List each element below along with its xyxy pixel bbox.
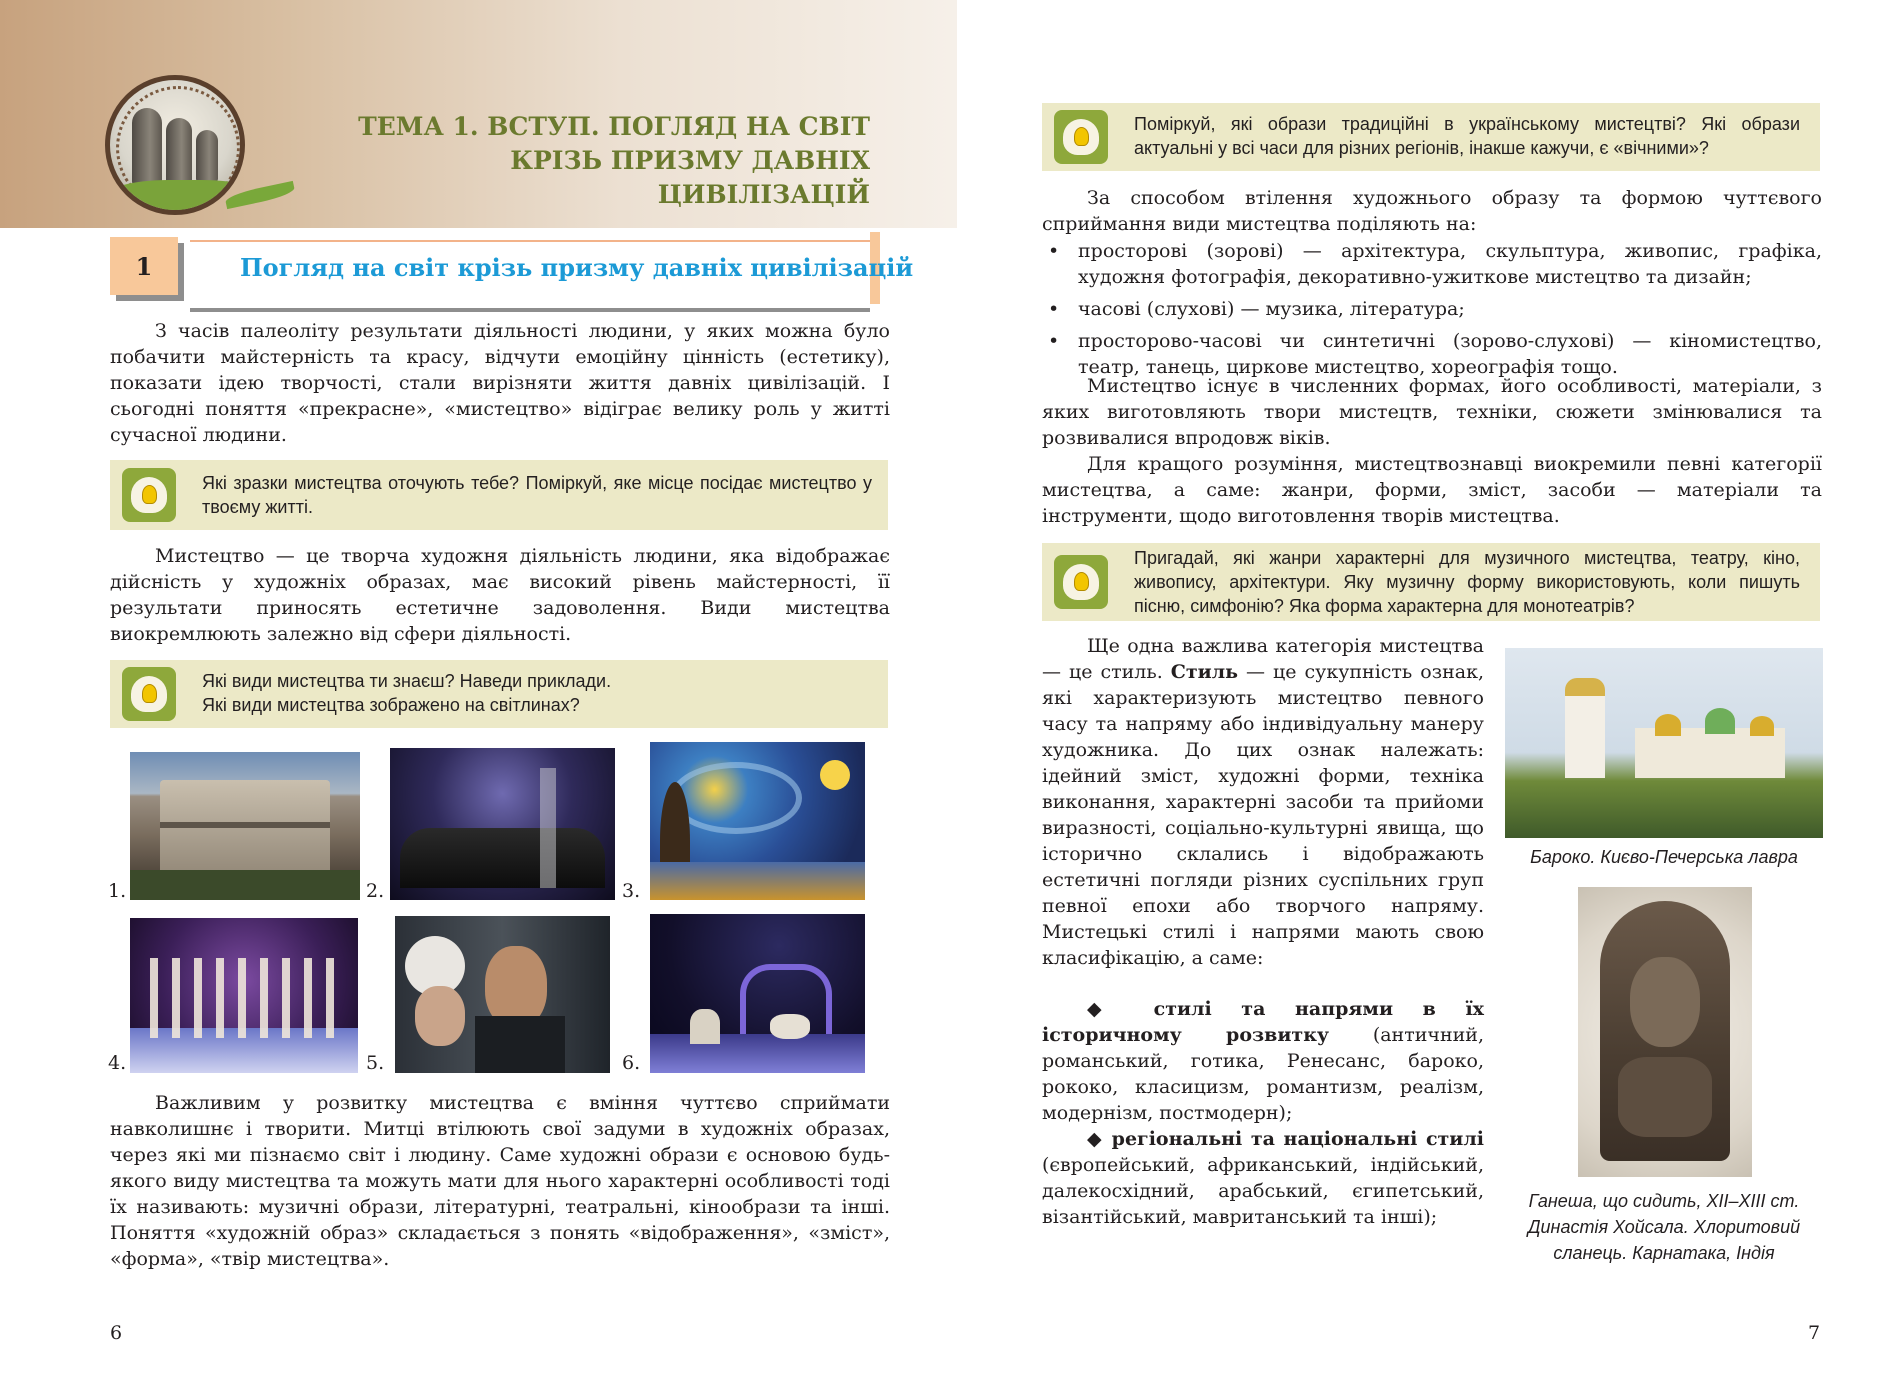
style-paragraph-text: — це сукупність ознак, які характеризують мистецтво певного часу та напряму або індивідуальну манеру художника. До цих ознак належать: ідейний зміст, художні форми, техніка виконання, характерні засоби та прийоми виразності, соціально-культурні явища, що історично склались і відображають естетичні погляди різних суспільних груп певної епохи або творчого напряму. Мистецькі стилі і напрями мають свою класифікацію, а саме: <box>1042 661 1484 969</box>
photo-label: 5. <box>366 1052 385 1074</box>
think-question: Пригадай, які жанри характерні для музичного мистецтва, театру, кіно, живопису, архітектури. Яку музичну форму використовують, коли пишуть пісню, симфонію? Яка форма характерна для монотеатрів? <box>1134 548 1800 616</box>
art-categories-paragraph: Для кращого розуміння, мистецтвознавці виокремили певні категорії мистецтва, а саме: жанри, форми, зміст, засоби — матеріали та інструменти, щодо виготовлення творів мистецтва. <box>1042 453 1822 527</box>
think-question-line: Які види мистецтва зображено на світлинах? <box>202 695 580 715</box>
moai-statue <box>132 108 162 186</box>
style-classification-item <box>1042 996 1484 1126</box>
think-question-line: Які види мистецтва ти знаєш? Наведи приклади. <box>202 671 612 691</box>
photo-caption-line: Ганеша, що сидить, XII–XIII ст. <box>1528 1191 1800 1211</box>
page-number: 6 <box>110 1322 123 1344</box>
diamond-bullet-icon: ◆ <box>1087 1128 1112 1150</box>
photo-ganesha-sculpture <box>1578 887 1752 1177</box>
photo-label: 3. <box>622 880 641 902</box>
style-classification-title: стилі та напрями в їх історичному розвитку <box>1042 998 1484 1046</box>
emblem-grass <box>105 180 245 215</box>
think-question: Поміркуй, які образи традиційні в українському мистецтві? Які образи актуальні у всі часи для різних регіонів, інакше кажучи, є «вічними»? <box>1134 114 1800 158</box>
chapter-title-line1: ТЕМА 1. ВСТУП. ПОГЛЯД НА СВІТ <box>358 112 870 141</box>
photo-label: 2. <box>366 880 385 902</box>
chapter-title-line2: КРІЗЬ ПРИЗМУ ДАВНІХ ЦИВІЛІЗАЦІЙ <box>510 146 870 209</box>
art-definition-paragraph: Мистецтво — це творча художня діяльність людини, яка відображає дійсність у художніх образах, має високий рівень майстерності, її результати приносять естетичне задоволення. Види мистецтва виокремлюють залежно від сфери діяльності. <box>110 545 890 645</box>
lightbulb-head-icon <box>122 667 176 721</box>
art-types-list <box>1042 238 1822 380</box>
art-types-intro: За способом втілення художнього образу та формою чуттєвого сприймання види мистецтва поділяють на: <box>1042 187 1822 235</box>
think-box <box>110 660 888 728</box>
think-box <box>1042 543 1820 621</box>
photo-caption <box>1505 1188 1823 1266</box>
photo-film-still <box>395 916 610 1073</box>
lightbulb-head-icon <box>1054 110 1108 164</box>
lightbulb-head-icon <box>122 468 176 522</box>
photo-caption-line: Династія Хойсала. Хлоритовий <box>1527 1217 1801 1237</box>
photo-label: 4. <box>108 1052 127 1074</box>
diamond-bullet-icon: ◆ <box>1087 998 1154 1020</box>
lightbulb-head-icon <box>1054 555 1108 609</box>
photo-label: 1. <box>108 880 127 902</box>
list-item: • просторово-часові чи синтетичні (зорово-слухові) — кіномистецтво, театр, танець, циркове мистецтво, хореографія тощо. <box>1042 328 1822 380</box>
moai-emblem-icon <box>105 75 245 215</box>
style-classification-text: (античний, романський, готика, Ренесанс, бароко, рококо, класицизм, романтизм, реалізм, модернізм, постмодерн); <box>1042 1024 1484 1124</box>
photo-house-with-chimaeras <box>130 752 360 900</box>
chapter-title <box>330 110 870 212</box>
style-classification-text: (європейський, африканський, індійський, далекосхідний, арабський, єгипетський, візантійський, мавританський та інші); <box>1042 1154 1484 1228</box>
think-question <box>202 669 872 717</box>
page-number: 7 <box>1808 1322 1821 1344</box>
section-number: 1 <box>110 237 178 295</box>
moai-statue <box>196 130 218 182</box>
photo-caption-line: сланець. Карнатака, Індія <box>1553 1243 1775 1263</box>
photo-dance-performance <box>130 918 358 1073</box>
style-term: Стиль <box>1170 661 1239 683</box>
section-title: Погляд на світ крізь призму давніх цивілізацій <box>240 253 914 282</box>
think-box <box>110 460 888 530</box>
photo-starry-night-painting <box>650 742 865 900</box>
style-classification-title: регіональні та національні стилі <box>1111 1128 1484 1150</box>
think-box <box>1042 103 1820 171</box>
photo-kyiv-pechersk-lavra <box>1505 648 1823 838</box>
photo-theatre-stage <box>650 914 865 1073</box>
art-images-paragraph: Важливим у розвитку мистецтва є вміння чуттєво сприймати навколишнє і творити. Митці втілюють свої задуми в художніх образах, через які ми пізнаємо світ і людину. Саме художні образи є основою будь-якого виду мистецтва та можуть мати для нього характерні особливості тоді їх називають: музичні образи, літературні, театральні, кінообрази та інші. Поняття «художній образ» складається з понять «відображення», «зміст», «форма», «твір мистецтва». <box>110 1092 890 1270</box>
art-forms-paragraph: Мистецтво існує в численних формах, його особливості, матеріали, з яких виготовляють твори мистецтв, техніки, сюжети змінювалися та розвивалися впродовж віків. <box>1042 375 1822 449</box>
style-classification-item <box>1042 1126 1484 1230</box>
list-item: • просторові (зорові) — архітектура, скульптура, живопис, графіка, художня фотографія, декоративно-ужиткове мистецтво та дизайн; <box>1042 238 1822 290</box>
photo-orchestra <box>390 748 615 900</box>
photo-label: 6. <box>622 1052 641 1074</box>
moai-statue <box>166 118 192 184</box>
think-question: Які зразки мистецтва оточують тебе? Поміркуй, яке місце посідає мистецтво у твоєму житті. <box>202 473 872 517</box>
list-item: • часові (слухові) — музика, література; <box>1042 296 1822 322</box>
style-paragraph <box>1042 633 1484 971</box>
photo-caption: Бароко. Києво-Печерська лавра <box>1530 847 1798 867</box>
intro-paragraph: З часів палеоліту результати діяльності людини, у яких можна було побачити майстерність та красу, відчути емоційну цінність (естетику), показати ідею творчості, стали вирізняти життя давніх цивілізацій. І сьогодні поняття «прекрасне», «мистецтво» відіграє велику роль у житті сучасної людини. <box>110 320 890 446</box>
style-paragraph-text: Ще одна важлива категорія мистецтва — це стиль. <box>1042 635 1484 683</box>
